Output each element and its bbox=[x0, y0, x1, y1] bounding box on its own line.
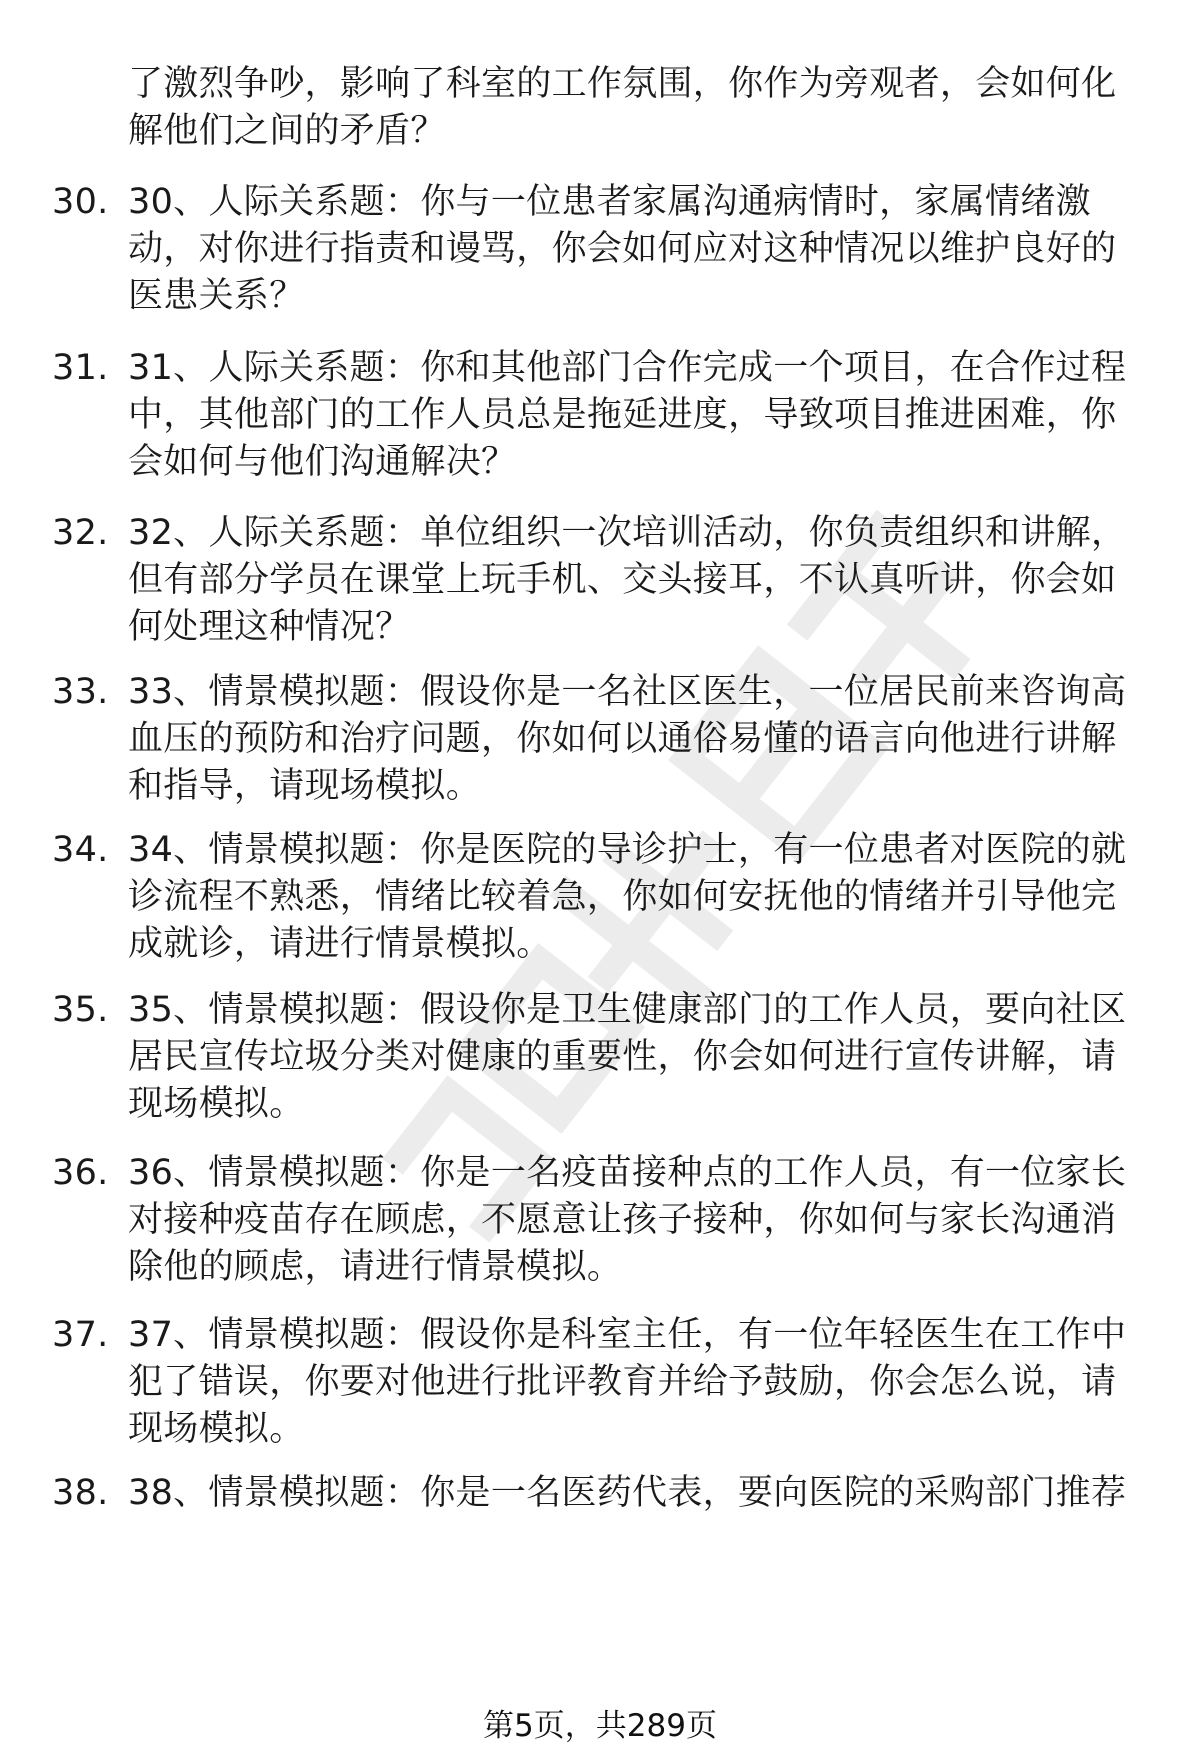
continued-paragraph: 了激烈争吵，影响了科室的工作氛围，你作为旁观者，会如何化 解他们之间的矛盾？ bbox=[128, 64, 1117, 151]
item-number: 32. bbox=[52, 513, 109, 553]
item-text: 34、情景模拟题：你是医院的导诊护士，有一位患者对医院的就 诊流程不熟悉，情绪比较着急，你如何安抚他的情绪并引导他完 成就诊，请进行情景模拟。 bbox=[128, 830, 1127, 964]
item-number: 33. bbox=[52, 672, 109, 712]
item-text: 31、人际关系题：你和其他部门合作完成一个项目，在合作过程 中，其他部门的工作人员总是拖延进度，导致项目推进困难，你 会如何与他们沟通解决？ bbox=[128, 348, 1127, 482]
item-text: 37、情景模拟题：假设你是科室主任，有一位年轻医生在工作中 犯了错误，你要对他进行批评教育并给予鼓励，你会怎么说，请 现场模拟。 bbox=[128, 1315, 1127, 1449]
item-number: 36. bbox=[52, 1153, 109, 1193]
item-text: 38、情景模拟题：你是一名医药代表，要向医院的采购部门推荐 bbox=[128, 1473, 1127, 1513]
item-number: 37. bbox=[52, 1315, 109, 1355]
item-number: 35. bbox=[52, 990, 109, 1030]
item-number: 31. bbox=[52, 348, 109, 388]
item-text: 30、人际关系题：你与一位患者家属沟通病情时，家属情绪激 动，对你进行指责和谩骂，你会如何应对这种情况以维护良好的 医患关系？ bbox=[128, 182, 1117, 316]
item-text: 36、情景模拟题：你是一名疫苗接种点的工作人员，有一位家长 对接种疫苗存在顾虑，不愿意让孩子接种，你如何与家长沟通消 除他的顾虑，请进行情景模拟。 bbox=[128, 1153, 1127, 1287]
item-number: 38. bbox=[52, 1473, 109, 1513]
item-number: 34. bbox=[52, 830, 109, 870]
page-footer: 第5页，共289页 bbox=[483, 1708, 717, 1744]
item-text: 35、情景模拟题：假设你是卫生健康部门的工作人员，要向社区 居民宣传垃圾分类对健康的重要性，你会如何进行宣传讲解，请 现场模拟。 bbox=[128, 990, 1127, 1124]
item-number: 30. bbox=[52, 182, 109, 222]
item-text: 32、人际关系题：单位组织一次培训活动，你负责组织和讲解， 但有部分学员在课堂上玩手机、交头接耳，不认真听讲，你会如 何处理这种情况？ bbox=[128, 513, 1127, 647]
item-text: 33、情景模拟题：假设你是一名社区医生，一位居民前来咨询高 血压的预防和治疗问题，你如何以通俗易懂的语言向他进行讲解 和指导，请现场模拟。 bbox=[128, 672, 1127, 806]
